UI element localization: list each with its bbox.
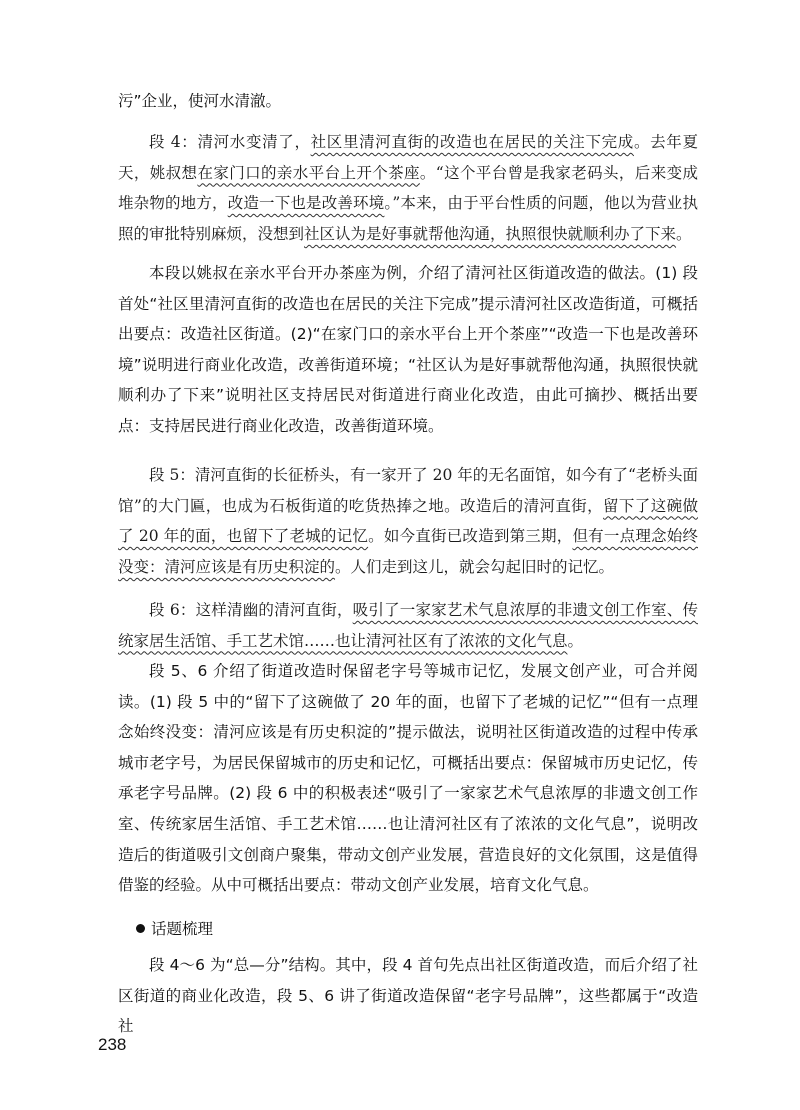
text-run: 。”本来，由于平台性质的问题，他以为营业执照的审批特别麻烦，没想到 <box>118 194 698 243</box>
text-run: 段 4：清河水变清了， <box>149 133 311 151</box>
underlined-phrase: 社区里清河直街的改造也在居民的关注下完成 <box>310 133 634 151</box>
paragraph-continuation: 污”企业，使河水清澈。 <box>118 92 282 110</box>
underlined-phrase: 但有一点理念始终没变：清河应该是有历史积淀的 <box>118 527 698 576</box>
underlined-phrase: 留下了这碗做了 20 年的面，也留下了老城的记忆 <box>118 496 698 546</box>
text-run: 。去年夏天，姚叔想 <box>118 133 698 182</box>
underlined-phrase: 在家门口的亲水平台上开个茶座 <box>197 163 420 182</box>
text-run: 段 5：清河直街的长征桥头，有一家开了 20 年的无名面馆，如今有了“老桥头面馆”的大门匾，也成为石板街道的吃货热捧之地。改造后的清河直街， <box>118 466 698 515</box>
text-run: 。 <box>567 631 584 650</box>
text-run: 。如今直街已改造到第三期， <box>368 527 573 546</box>
bullet-icon <box>136 924 145 933</box>
text-run: 段 6：这样清幽的清河直街， <box>149 601 353 619</box>
page-number: 238 <box>98 1035 127 1054</box>
section-heading <box>136 917 213 941</box>
quoted-paragraph-4 <box>118 127 698 249</box>
text-run: 。 <box>676 224 692 243</box>
summary-paragraph: 段 4～6 为“总—分”结构。其中，段 4 首句先点出社区街道改造，而后介绍了社区街道的商业化改造，段 5、6 讲了街道改造保留“老字号品牌”，这些都属于“改造社 <box>118 956 698 1036</box>
text-run: 。“这个平台曾是我家老码头，后来变成堆杂物的地方， <box>118 163 698 213</box>
underlined-phrase: 吸引了一家家艺术气息浓厚的非遗文创工作室、传统家居生活馆、手工艺术馆……也让清河社区有了浓浓的文化气息 <box>118 601 698 650</box>
underlined-phrase: 改造一下也是改善环境 <box>227 194 385 213</box>
analysis-paragraph-4: 本段以姚叔在亲水平台开办茶座为例，介绍了清河社区街道改造的做法。(1) 段首处“社区里清河直街的改造也在居民的关注下完成”提示清河社区改造街道，可概括出要点：改造社区街道。(2)“在家门口的亲水平台上开个茶座”“改造一下也是改善环境”说明进行商业化改造，改善街道环境；“社区认为是好事就帮他沟通，执照很快就顺利办了下来”说明社区支持居民对街道进行商业化改造，由此可摘抄、概括出要点：支持居民进行商业化改造，改善街道环境。 <box>118 264 698 435</box>
analysis-paragraph-5-6: 段 5、6 介绍了街道改造时保留老字号等城市记忆，发展文创产业，可合并阅读。(1) 段 5 中的“留下了这碗做了 20 年的面，也留下了老城的记忆”“但有一点理念始终没变：清河应该是有历史积淀的”提示做法，说明社区街道改造的过程中传承城市老字号，为居民保留城市的历史和记忆，可概括出要点：保留城市历史记忆，传承老字号品牌。(2) 段 6 中的积极表述“吸引了一家家艺术气息浓厚的非遗文创工作室、传统家居生活馆、手工艺术馆……也让清河社区有了浓浓的文化气息”，说明改造后的街道吸引文创商户聚集，带动文创产业发展，营造良好的文化氛围，这是值得借鉴的经验。从中可概括出要点：带动文创产业发展，培育文化气息。 <box>118 662 698 895</box>
quoted-paragraph-5 <box>118 460 698 582</box>
section-heading-label: 话题梳理 <box>151 920 214 938</box>
underlined-phrase: 社区认为是好事就帮他沟通，执照很快就顺利办了下来 <box>304 224 677 243</box>
text-run: 。人们走到这儿，就会勾起旧时的记忆。 <box>335 557 615 576</box>
quoted-paragraph-6 <box>118 595 698 656</box>
